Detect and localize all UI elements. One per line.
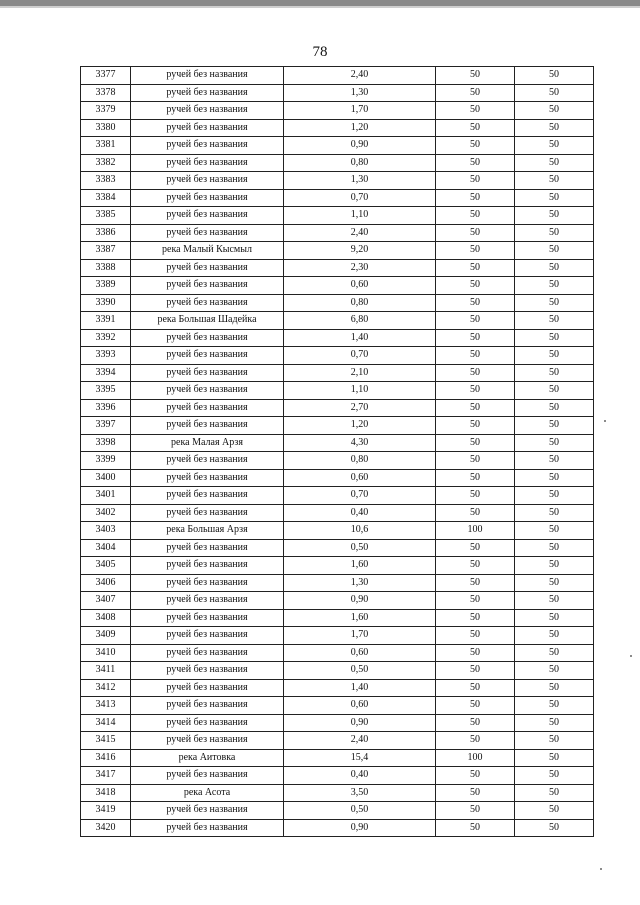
water-body-name-cell: река Большая Арзя <box>131 522 284 540</box>
water-body-name-cell: ручей без названия <box>131 732 284 750</box>
table-row <box>81 539 594 557</box>
zone-width-cell: 50 <box>436 592 515 610</box>
water-body-name-cell: ручей без названия <box>131 767 284 785</box>
row-number-cell: 3419 <box>81 802 131 820</box>
length-cell: 1,70 <box>284 102 436 120</box>
zone-width-cell: 50 <box>436 399 515 417</box>
length-cell: 15,4 <box>284 749 436 767</box>
water-body-name-cell: ручей без названия <box>131 259 284 277</box>
water-body-name-cell: ручей без названия <box>131 294 284 312</box>
table-row <box>81 504 594 522</box>
table-row <box>81 224 594 242</box>
row-number-cell: 3391 <box>81 312 131 330</box>
length-cell: 2,30 <box>284 259 436 277</box>
zone-width-cell: 50 <box>436 819 515 837</box>
table-row <box>81 732 594 750</box>
water-body-name-cell: ручей без названия <box>131 172 284 190</box>
row-number-cell: 3383 <box>81 172 131 190</box>
table-row <box>81 137 594 155</box>
belt-width-cell: 50 <box>515 84 594 102</box>
row-number-cell: 3403 <box>81 522 131 540</box>
belt-width-cell: 50 <box>515 312 594 330</box>
table-row <box>81 627 594 645</box>
water-body-name-cell: ручей без названия <box>131 382 284 400</box>
row-number-cell: 3399 <box>81 452 131 470</box>
table-row <box>81 697 594 715</box>
length-cell: 1,40 <box>284 329 436 347</box>
length-cell: 0,90 <box>284 137 436 155</box>
table-row <box>81 714 594 732</box>
belt-width-cell: 50 <box>515 207 594 225</box>
zone-width-cell: 50 <box>436 539 515 557</box>
table-row <box>81 294 594 312</box>
water-body-name-cell: ручей без названия <box>131 452 284 470</box>
table-row <box>81 399 594 417</box>
table-row <box>81 102 594 120</box>
table-row <box>81 207 594 225</box>
water-body-name-cell: река Большая Шадейка <box>131 312 284 330</box>
row-number-cell: 3420 <box>81 819 131 837</box>
row-number-cell: 3389 <box>81 277 131 295</box>
zone-width-cell: 100 <box>436 749 515 767</box>
length-cell: 0,70 <box>284 487 436 505</box>
scan-top-edge-shadow <box>0 6 640 8</box>
belt-width-cell: 50 <box>515 504 594 522</box>
table-row <box>81 329 594 347</box>
belt-width-cell: 50 <box>515 557 594 575</box>
water-body-name-cell: ручей без названия <box>131 679 284 697</box>
belt-width-cell: 50 <box>515 259 594 277</box>
zone-width-cell: 50 <box>436 609 515 627</box>
zone-width-cell: 50 <box>436 364 515 382</box>
zone-width-cell: 50 <box>436 627 515 645</box>
zone-width-cell: 50 <box>436 679 515 697</box>
row-number-cell: 3410 <box>81 644 131 662</box>
length-cell: 0,40 <box>284 504 436 522</box>
water-body-name-cell: ручей без названия <box>131 802 284 820</box>
belt-width-cell: 50 <box>515 434 594 452</box>
table-row <box>81 487 594 505</box>
table-row <box>81 242 594 260</box>
belt-width-cell: 50 <box>515 522 594 540</box>
length-cell: 0,70 <box>284 347 436 365</box>
row-number-cell: 3388 <box>81 259 131 277</box>
row-number-cell: 3394 <box>81 364 131 382</box>
scan-speck <box>630 655 632 657</box>
zone-width-cell: 50 <box>436 189 515 207</box>
table-row <box>81 522 594 540</box>
row-number-cell: 3377 <box>81 67 131 85</box>
water-bodies-table <box>80 66 594 837</box>
zone-width-cell: 50 <box>436 417 515 435</box>
row-number-cell: 3396 <box>81 399 131 417</box>
table-row <box>81 434 594 452</box>
length-cell: 1,10 <box>284 382 436 400</box>
water-body-name-cell: ручей без названия <box>131 662 284 680</box>
row-number-cell: 3401 <box>81 487 131 505</box>
water-body-name-cell: ручей без названия <box>131 539 284 557</box>
table-row <box>81 469 594 487</box>
table-row <box>81 172 594 190</box>
zone-width-cell: 50 <box>436 224 515 242</box>
row-number-cell: 3385 <box>81 207 131 225</box>
row-number-cell: 3382 <box>81 154 131 172</box>
belt-width-cell: 50 <box>515 574 594 592</box>
row-number-cell: 3384 <box>81 189 131 207</box>
row-number-cell: 3387 <box>81 242 131 260</box>
water-body-name-cell: река Малая Арзя <box>131 434 284 452</box>
zone-width-cell: 50 <box>436 697 515 715</box>
zone-width-cell: 50 <box>436 347 515 365</box>
row-number-cell: 3414 <box>81 714 131 732</box>
water-body-name-cell: ручей без названия <box>131 67 284 85</box>
water-body-name-cell: река Асота <box>131 784 284 802</box>
row-number-cell: 3380 <box>81 119 131 137</box>
table-row <box>81 557 594 575</box>
table-row <box>81 312 594 330</box>
zone-width-cell: 50 <box>436 154 515 172</box>
belt-width-cell: 50 <box>515 802 594 820</box>
table-row <box>81 452 594 470</box>
row-number-cell: 3415 <box>81 732 131 750</box>
row-number-cell: 3397 <box>81 417 131 435</box>
length-cell: 2,40 <box>284 732 436 750</box>
zone-width-cell: 50 <box>436 714 515 732</box>
row-number-cell: 3418 <box>81 784 131 802</box>
zone-width-cell: 50 <box>436 662 515 680</box>
zone-width-cell: 50 <box>436 259 515 277</box>
row-number-cell: 3411 <box>81 662 131 680</box>
zone-width-cell: 50 <box>436 557 515 575</box>
water-body-name-cell: ручей без названия <box>131 627 284 645</box>
belt-width-cell: 50 <box>515 697 594 715</box>
table-row <box>81 592 594 610</box>
zone-width-cell: 50 <box>436 434 515 452</box>
table-row <box>81 574 594 592</box>
length-cell: 0,80 <box>284 154 436 172</box>
belt-width-cell: 50 <box>515 172 594 190</box>
table-row <box>81 277 594 295</box>
zone-width-cell: 50 <box>436 277 515 295</box>
zone-width-cell: 50 <box>436 574 515 592</box>
length-cell: 2,40 <box>284 224 436 242</box>
belt-width-cell: 50 <box>515 609 594 627</box>
row-number-cell: 3406 <box>81 574 131 592</box>
length-cell: 0,90 <box>284 819 436 837</box>
zone-width-cell: 50 <box>436 172 515 190</box>
water-body-name-cell: река Малый Кысмыл <box>131 242 284 260</box>
water-body-name-cell: ручей без названия <box>131 714 284 732</box>
table-row <box>81 67 594 85</box>
length-cell: 1,10 <box>284 207 436 225</box>
belt-width-cell: 50 <box>515 487 594 505</box>
belt-width-cell: 50 <box>515 364 594 382</box>
belt-width-cell: 50 <box>515 102 594 120</box>
length-cell: 0,60 <box>284 277 436 295</box>
table-row <box>81 347 594 365</box>
belt-width-cell: 50 <box>515 67 594 85</box>
length-cell: 1,30 <box>284 84 436 102</box>
row-number-cell: 3378 <box>81 84 131 102</box>
water-body-name-cell: ручей без названия <box>131 592 284 610</box>
row-number-cell: 3386 <box>81 224 131 242</box>
length-cell: 0,70 <box>284 189 436 207</box>
length-cell: 1,30 <box>284 172 436 190</box>
zone-width-cell: 50 <box>436 294 515 312</box>
water-body-name-cell: ручей без названия <box>131 469 284 487</box>
length-cell: 6,80 <box>284 312 436 330</box>
length-cell: 0,40 <box>284 767 436 785</box>
table-row <box>81 767 594 785</box>
zone-width-cell: 50 <box>436 504 515 522</box>
length-cell: 0,60 <box>284 469 436 487</box>
water-body-name-cell: ручей без названия <box>131 119 284 137</box>
length-cell: 2,70 <box>284 399 436 417</box>
belt-width-cell: 50 <box>515 242 594 260</box>
row-number-cell: 3393 <box>81 347 131 365</box>
table-row <box>81 382 594 400</box>
length-cell: 1,60 <box>284 557 436 575</box>
water-body-name-cell: ручей без названия <box>131 644 284 662</box>
water-body-name-cell: ручей без названия <box>131 487 284 505</box>
table-row <box>81 749 594 767</box>
table-row <box>81 259 594 277</box>
belt-width-cell: 50 <box>515 452 594 470</box>
length-cell: 0,50 <box>284 662 436 680</box>
zone-width-cell: 50 <box>436 137 515 155</box>
belt-width-cell: 50 <box>515 644 594 662</box>
table-row <box>81 679 594 697</box>
belt-width-cell: 50 <box>515 189 594 207</box>
belt-width-cell: 50 <box>515 627 594 645</box>
belt-width-cell: 50 <box>515 767 594 785</box>
length-cell: 3,50 <box>284 784 436 802</box>
table-row <box>81 154 594 172</box>
water-body-name-cell: ручей без названия <box>131 557 284 575</box>
table-row <box>81 364 594 382</box>
table-row <box>81 189 594 207</box>
row-number-cell: 3409 <box>81 627 131 645</box>
table-row <box>81 644 594 662</box>
zone-width-cell: 50 <box>436 487 515 505</box>
water-body-name-cell: ручей без названия <box>131 347 284 365</box>
length-cell: 0,50 <box>284 802 436 820</box>
table-row <box>81 662 594 680</box>
table-row <box>81 84 594 102</box>
water-body-name-cell: ручей без названия <box>131 207 284 225</box>
length-cell: 10,6 <box>284 522 436 540</box>
table-row <box>81 802 594 820</box>
length-cell: 1,30 <box>284 574 436 592</box>
belt-width-cell: 50 <box>515 329 594 347</box>
belt-width-cell: 50 <box>515 592 594 610</box>
length-cell: 2,40 <box>284 67 436 85</box>
zone-width-cell: 50 <box>436 802 515 820</box>
water-body-name-cell: ручей без названия <box>131 504 284 522</box>
row-number-cell: 3398 <box>81 434 131 452</box>
row-number-cell: 3407 <box>81 592 131 610</box>
water-body-name-cell: река Аитовка <box>131 749 284 767</box>
scan-speck <box>600 868 602 870</box>
water-body-name-cell: ручей без названия <box>131 189 284 207</box>
belt-width-cell: 50 <box>515 347 594 365</box>
table-row <box>81 819 594 837</box>
belt-width-cell: 50 <box>515 399 594 417</box>
row-number-cell: 3404 <box>81 539 131 557</box>
zone-width-cell: 50 <box>436 469 515 487</box>
row-number-cell: 3413 <box>81 697 131 715</box>
belt-width-cell: 50 <box>515 732 594 750</box>
belt-width-cell: 50 <box>515 119 594 137</box>
water-body-name-cell: ручей без названия <box>131 697 284 715</box>
row-number-cell: 3405 <box>81 557 131 575</box>
zone-width-cell: 50 <box>436 207 515 225</box>
row-number-cell: 3416 <box>81 749 131 767</box>
water-body-name-cell: ручей без названия <box>131 102 284 120</box>
water-body-name-cell: ручей без названия <box>131 329 284 347</box>
water-body-name-cell: ручей без названия <box>131 277 284 295</box>
row-number-cell: 3390 <box>81 294 131 312</box>
zone-width-cell: 50 <box>436 312 515 330</box>
length-cell: 4,30 <box>284 434 436 452</box>
belt-width-cell: 50 <box>515 224 594 242</box>
length-cell: 1,60 <box>284 609 436 627</box>
belt-width-cell: 50 <box>515 819 594 837</box>
length-cell: 1,20 <box>284 119 436 137</box>
zone-width-cell: 50 <box>436 382 515 400</box>
table-row <box>81 119 594 137</box>
row-number-cell: 3381 <box>81 137 131 155</box>
length-cell: 1,70 <box>284 627 436 645</box>
water-body-name-cell: ручей без названия <box>131 417 284 435</box>
belt-width-cell: 50 <box>515 662 594 680</box>
length-cell: 2,10 <box>284 364 436 382</box>
table-row <box>81 609 594 627</box>
belt-width-cell: 50 <box>515 784 594 802</box>
length-cell: 1,20 <box>284 417 436 435</box>
length-cell: 0,60 <box>284 697 436 715</box>
length-cell: 0,90 <box>284 592 436 610</box>
zone-width-cell: 50 <box>436 242 515 260</box>
belt-width-cell: 50 <box>515 154 594 172</box>
water-body-name-cell: ручей без названия <box>131 609 284 627</box>
water-body-name-cell: ручей без названия <box>131 137 284 155</box>
belt-width-cell: 50 <box>515 469 594 487</box>
scan-speck <box>604 420 606 422</box>
length-cell: 0,80 <box>284 294 436 312</box>
zone-width-cell: 50 <box>436 732 515 750</box>
row-number-cell: 3400 <box>81 469 131 487</box>
zone-width-cell: 50 <box>436 644 515 662</box>
table-row <box>81 417 594 435</box>
zone-width-cell: 50 <box>436 67 515 85</box>
length-cell: 0,90 <box>284 714 436 732</box>
belt-width-cell: 50 <box>515 539 594 557</box>
length-cell: 0,80 <box>284 452 436 470</box>
page-number: 78 <box>312 44 328 60</box>
water-body-name-cell: ручей без названия <box>131 574 284 592</box>
water-body-name-cell: ручей без названия <box>131 84 284 102</box>
length-cell: 9,20 <box>284 242 436 260</box>
zone-width-cell: 50 <box>436 767 515 785</box>
row-number-cell: 3408 <box>81 609 131 627</box>
length-cell: 0,60 <box>284 644 436 662</box>
row-number-cell: 3392 <box>81 329 131 347</box>
zone-width-cell: 50 <box>436 452 515 470</box>
table-body <box>81 67 594 837</box>
length-cell: 1,40 <box>284 679 436 697</box>
zone-width-cell: 50 <box>436 119 515 137</box>
water-body-name-cell: ручей без названия <box>131 364 284 382</box>
row-number-cell: 3402 <box>81 504 131 522</box>
row-number-cell: 3417 <box>81 767 131 785</box>
zone-width-cell: 50 <box>436 329 515 347</box>
table-row <box>81 784 594 802</box>
belt-width-cell: 50 <box>515 137 594 155</box>
zone-width-cell: 100 <box>436 522 515 540</box>
belt-width-cell: 50 <box>515 277 594 295</box>
belt-width-cell: 50 <box>515 749 594 767</box>
zone-width-cell: 50 <box>436 784 515 802</box>
zone-width-cell: 50 <box>436 102 515 120</box>
row-number-cell: 3379 <box>81 102 131 120</box>
belt-width-cell: 50 <box>515 714 594 732</box>
water-body-name-cell: ручей без названия <box>131 154 284 172</box>
row-number-cell: 3412 <box>81 679 131 697</box>
length-cell: 0,50 <box>284 539 436 557</box>
belt-width-cell: 50 <box>515 417 594 435</box>
water-body-name-cell: ручей без названия <box>131 819 284 837</box>
water-body-name-cell: ручей без названия <box>131 399 284 417</box>
belt-width-cell: 50 <box>515 294 594 312</box>
water-body-name-cell: ручей без названия <box>131 224 284 242</box>
row-number-cell: 3395 <box>81 382 131 400</box>
zone-width-cell: 50 <box>436 84 515 102</box>
belt-width-cell: 50 <box>515 679 594 697</box>
belt-width-cell: 50 <box>515 382 594 400</box>
